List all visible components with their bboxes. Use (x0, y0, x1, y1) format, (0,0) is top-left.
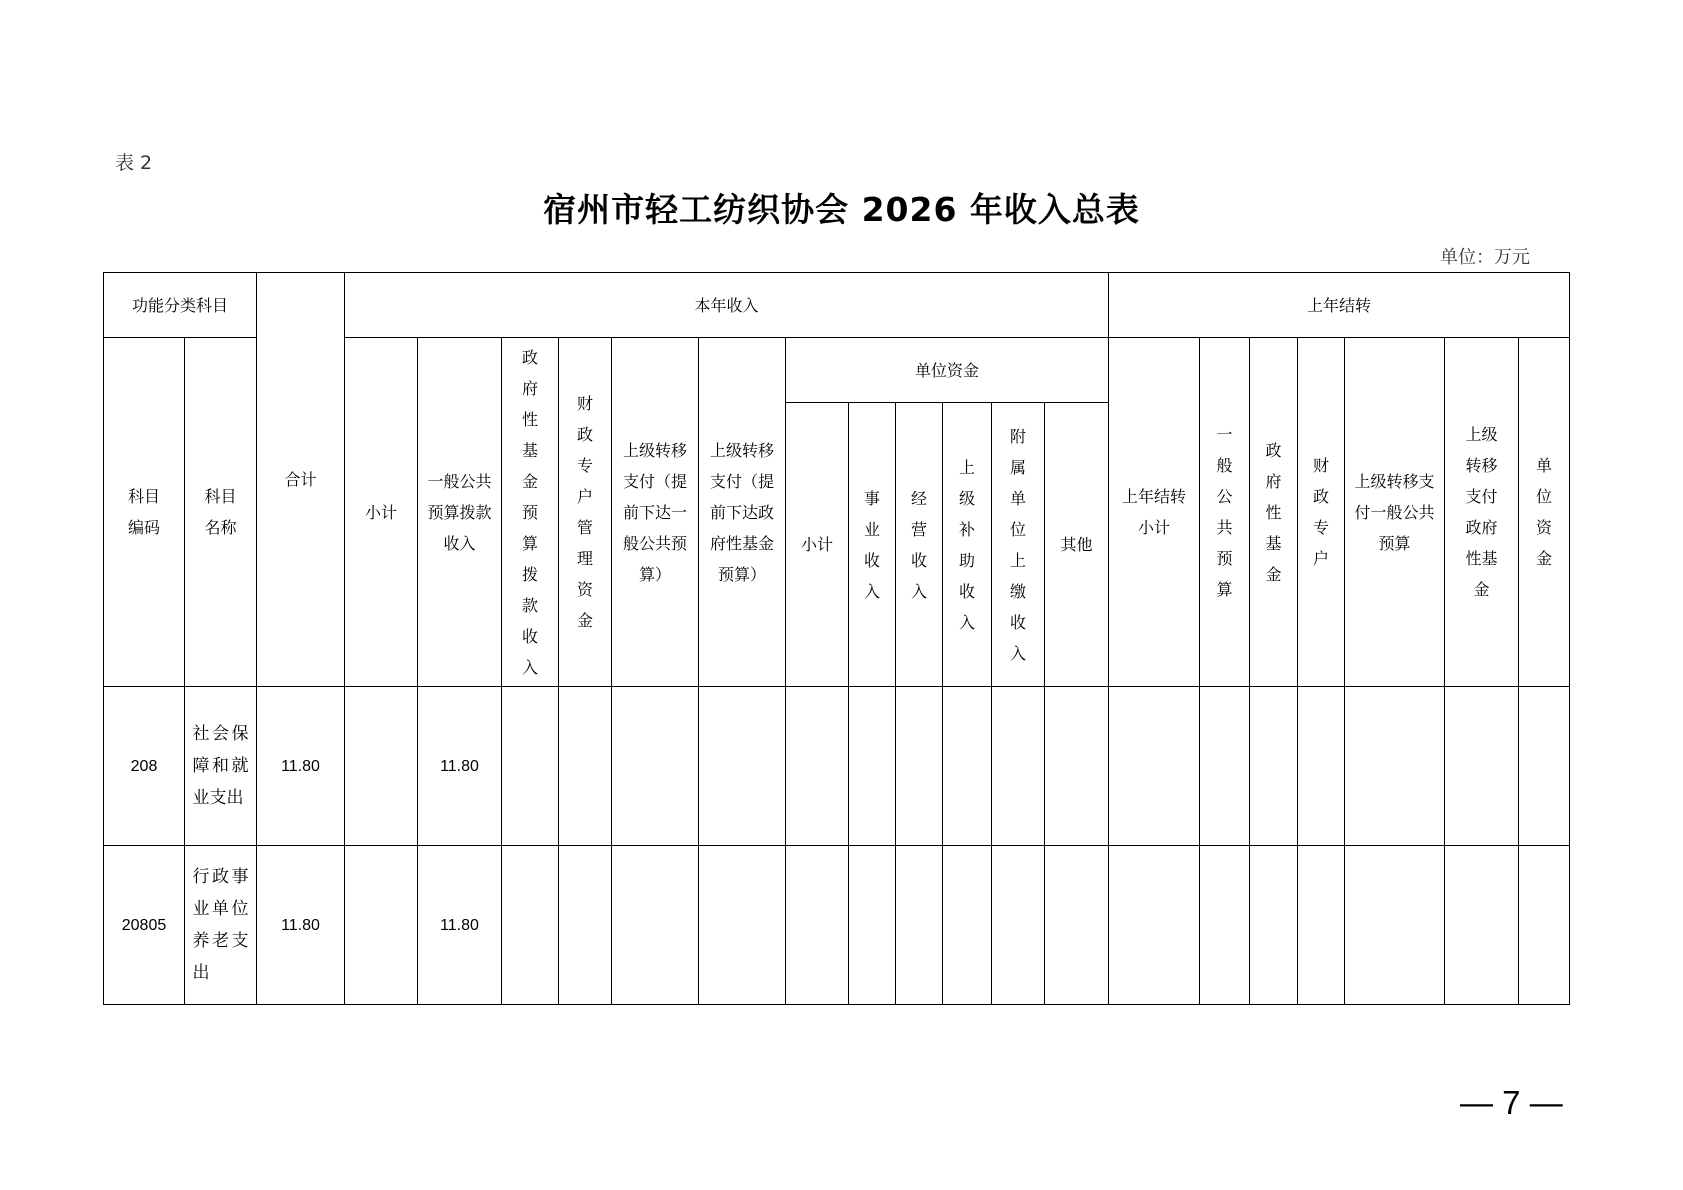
empty-cell (1519, 846, 1570, 1005)
header-upper-subsidy: 上级补助收入 (943, 403, 992, 687)
empty-cell (699, 687, 786, 846)
row-total: 11.80 (257, 846, 345, 1005)
header-upper-transfer-general: 上级转移支付（提前下达一般公共预算） (612, 338, 699, 687)
page-number: — 7 — (1460, 1084, 1563, 1121)
income-summary-table (103, 272, 1570, 1005)
row-subtotal (345, 846, 418, 1005)
header-subject-code: 科目编码 (104, 338, 185, 687)
row-total: 11.80 (257, 687, 345, 846)
table-row (104, 687, 1570, 846)
header-affiliated-payment: 附属单位上缴收入 (992, 403, 1045, 687)
header-prior-year-carryover: 上年结转 (1109, 273, 1570, 338)
empty-cell (1298, 687, 1345, 846)
empty-cell (612, 687, 699, 846)
page-title: 宿州市轻工纺织协会 2026 年收入总表 (543, 190, 1140, 229)
header-subtotal: 小计 (345, 338, 418, 687)
empty-cell (1250, 687, 1298, 846)
empty-cell (559, 846, 612, 1005)
header-gov-fund-budget: 政府性基金预算拨款收入 (502, 338, 559, 687)
empty-cell (1109, 846, 1200, 1005)
table-label: 表 2 (115, 152, 153, 174)
empty-cell (849, 687, 896, 846)
header-carry-upper-general: 上级转移支付一般公共预算 (1345, 338, 1445, 687)
empty-cell (559, 687, 612, 846)
empty-cell (1345, 687, 1445, 846)
header-carry-unit-funds: 单位资金 (1519, 338, 1570, 687)
table-row (104, 846, 1570, 1005)
header-carry-upper-fund: 上级转移支付政府性基金 (1445, 338, 1519, 687)
header-upper-transfer-fund: 上级转移支付（提前下达政府性基金预算） (699, 338, 786, 687)
header-unit-subtotal: 小计 (786, 403, 849, 687)
empty-cell (896, 846, 943, 1005)
empty-cell (943, 687, 992, 846)
empty-cell (1345, 846, 1445, 1005)
empty-cell (502, 846, 559, 1005)
header-carry-subtotal: 上年结转小计 (1109, 338, 1200, 687)
empty-cell (1445, 846, 1519, 1005)
empty-cell (896, 687, 943, 846)
header-total: 合计 (257, 273, 345, 687)
empty-cell (1200, 846, 1250, 1005)
empty-cell (943, 846, 992, 1005)
empty-cell (786, 846, 849, 1005)
empty-cell (1250, 846, 1298, 1005)
row-general-public-budget: 11.80 (418, 687, 502, 846)
header-subject-name: 科目名称 (185, 338, 257, 687)
empty-cell (1445, 687, 1519, 846)
empty-cell (1045, 846, 1109, 1005)
empty-cell (612, 846, 699, 1005)
header-unit-funds: 单位资金 (786, 338, 1109, 403)
row-name: 社会保障和就业支出 (185, 687, 257, 846)
empty-cell (992, 846, 1045, 1005)
header-carry-general: 一般公共预算 (1200, 338, 1250, 687)
header-operating-income: 经营收入 (896, 403, 943, 687)
header-other: 其他 (1045, 403, 1109, 687)
header-current-year-income: 本年收入 (345, 273, 1109, 338)
row-subtotal (345, 687, 418, 846)
empty-cell (1109, 687, 1200, 846)
empty-cell (699, 846, 786, 1005)
header-carry-fiscal-account: 财政专户 (1298, 338, 1345, 687)
empty-cell (502, 687, 559, 846)
unit-label: 单位：万元 (1440, 247, 1530, 268)
row-code: 20805 (104, 846, 185, 1005)
header-carry-gov-fund: 政府性基金 (1250, 338, 1298, 687)
empty-cell (1200, 687, 1250, 846)
row-name: 行政事业单位养老支出 (185, 846, 257, 1005)
header-general-public-budget: 一般公共预算拨款收入 (418, 338, 502, 687)
header-function-category: 功能分类科目 (104, 273, 257, 338)
empty-cell (1045, 687, 1109, 846)
empty-cell (786, 687, 849, 846)
header-row-1 (104, 273, 1570, 338)
header-business-income: 事业收入 (849, 403, 896, 687)
empty-cell (849, 846, 896, 1005)
header-fiscal-special-account: 财政专户管理资金 (559, 338, 612, 687)
row-code: 208 (104, 687, 185, 846)
row-general-public-budget: 11.80 (418, 846, 502, 1005)
empty-cell (1298, 846, 1345, 1005)
empty-cell (1519, 687, 1570, 846)
empty-cell (992, 687, 1045, 846)
